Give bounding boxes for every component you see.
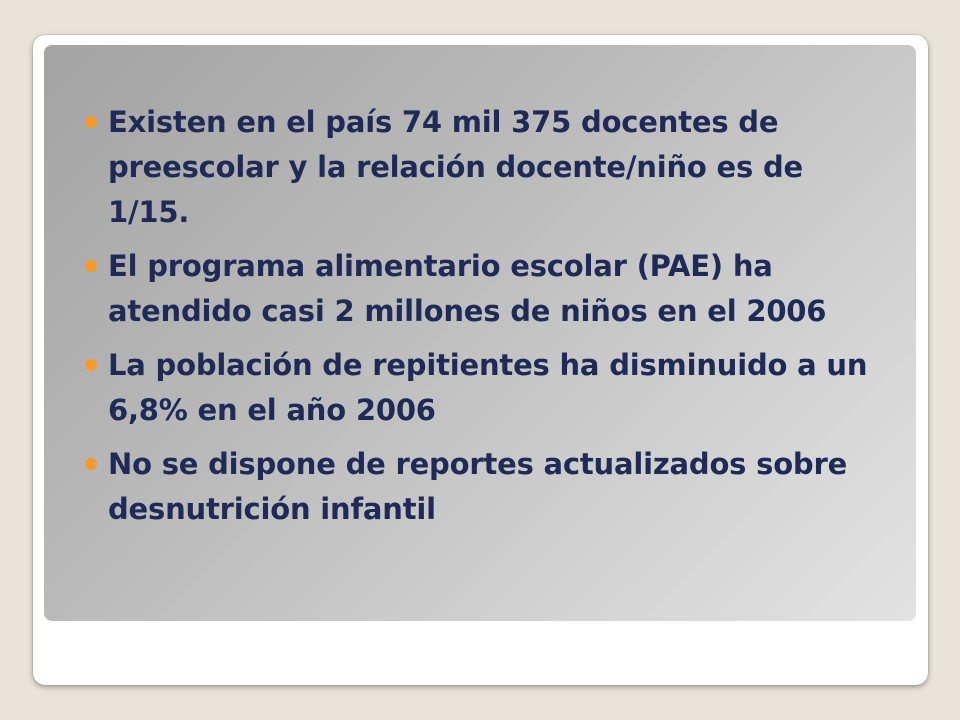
bullet-text: La población de repitientes ha disminuido a un 6,8% en el año 2006 [108,348,868,427]
bullet-item-desnutricion [85,442,885,532]
bullet-item-pae [85,244,885,334]
bullet-text: No se dispone de reportes actualizados sobre desnutrición infantil [108,447,848,526]
bullet-item-repitientes [85,343,885,433]
bullet-list [85,100,885,541]
bullet-text: El programa alimentario escolar (PAE) ha atendido casi 2 millones de niños en el 2006 [108,249,827,328]
bullet-dot-icon [85,260,97,272]
bullet-dot-icon [85,116,97,128]
bullet-text: Existen en el país 74 mil 375 docentes de preescolar y la relación docente/niño es de 1/15. [108,105,803,229]
bullet-dot-icon [85,359,97,371]
bullet-item-docentes [85,100,885,235]
bullet-dot-icon [85,458,97,470]
